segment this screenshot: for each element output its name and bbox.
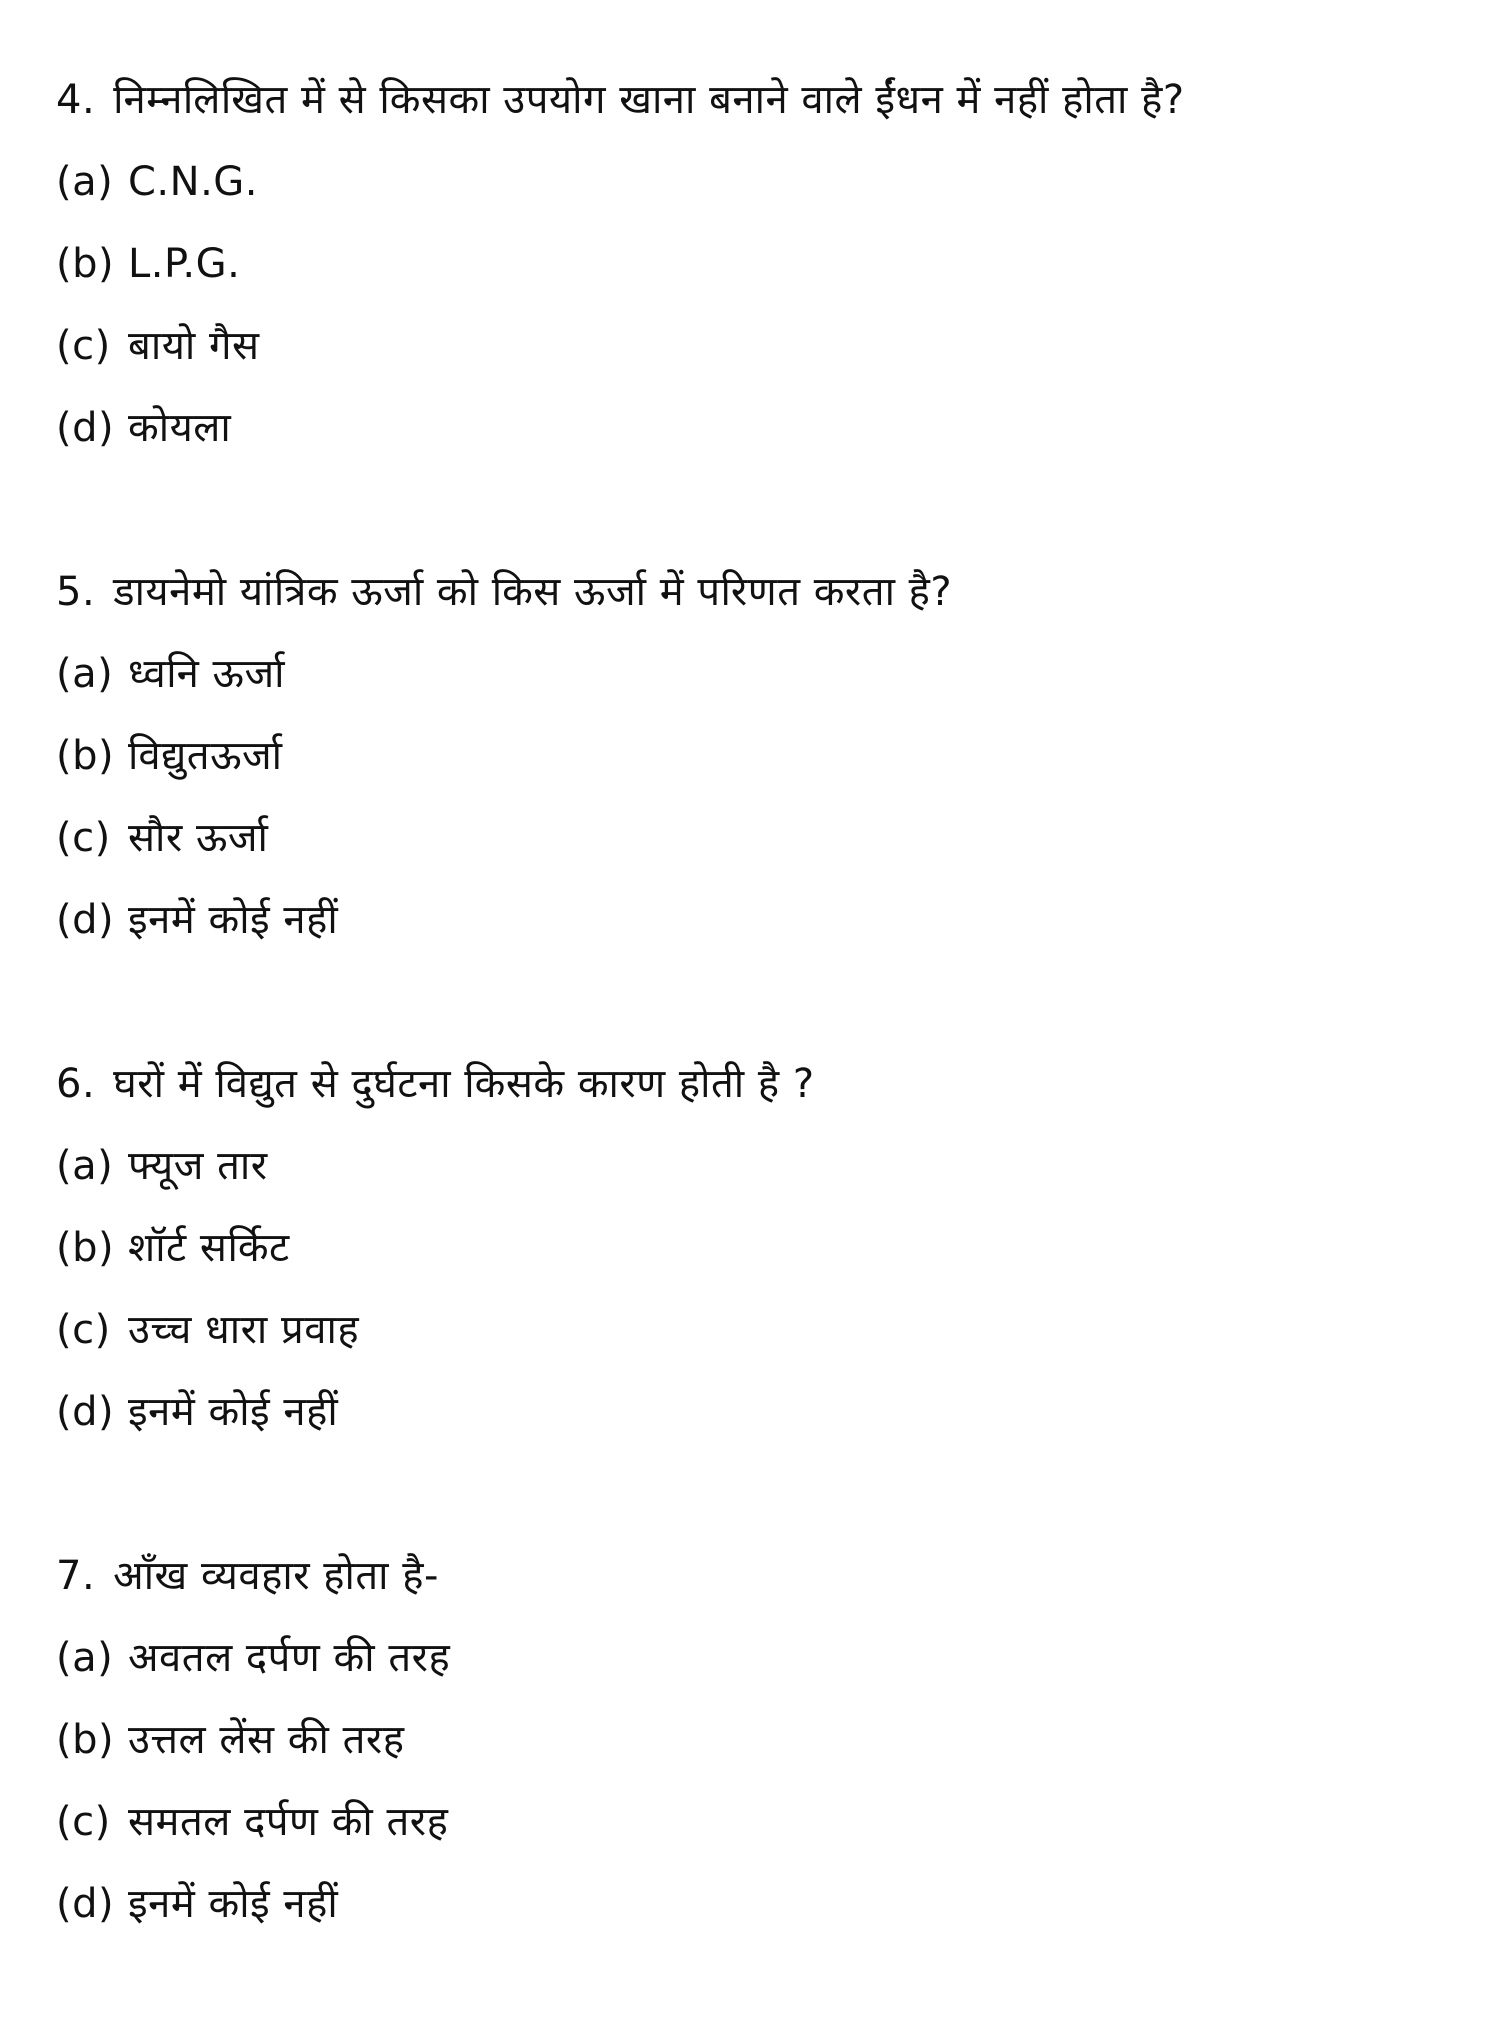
option-d [56,1382,338,1442]
question-line [56,1054,815,1114]
option-text: अवतल दर्पण की तरह [128,1635,451,1681]
question-number: 5. [56,569,96,615]
option-label: (b) [56,733,115,779]
option-label: (a) [56,1635,114,1681]
option-label: (b) [56,1717,115,1763]
option-label: (b) [56,241,115,287]
question-number: 7. [56,1553,96,1599]
option-text: विद्युतऊर्जा [128,733,283,779]
option-a [56,1136,268,1196]
option-text: समतल दर्पण की तरह [128,1799,449,1845]
option-c [56,316,260,376]
option-a [56,1628,450,1688]
option-a [56,644,285,704]
option-label: (d) [56,1881,115,1927]
question-text: आँख व्यवहार होता है- [113,1553,439,1599]
option-b [56,726,283,786]
option-text: उत्तल लेंस की तरह [128,1717,405,1763]
option-label: (d) [56,897,115,943]
option-d [56,890,338,950]
option-b [56,234,240,294]
option-text: सौर ऊर्जा [128,815,269,861]
option-text: इनमें कोई नहीं [128,1389,339,1435]
option-label: (d) [56,405,115,451]
option-label: (d) [56,1389,115,1435]
question-number: 4. [56,77,96,123]
option-label: (c) [56,323,111,369]
option-text: कोयला [128,405,232,451]
option-label: (a) [56,651,114,697]
option-b [56,1218,290,1278]
question-line [56,562,952,622]
option-text: इनमें कोई नहीं [128,897,339,943]
option-text: L.P.G. [128,241,241,287]
option-c [56,1300,359,1360]
option-text: इनमें कोई नहीं [128,1881,339,1927]
option-label: (b) [56,1225,115,1271]
option-label: (c) [56,1307,111,1353]
option-d [56,398,231,458]
option-c [56,1792,448,1852]
option-text: ध्वनि ऊर्जा [128,651,285,697]
option-text: उच्च धारा प्रवाह [128,1307,360,1353]
question-number: 6. [56,1061,96,1107]
option-text: C.N.G. [128,159,258,205]
option-label: (a) [56,1143,114,1189]
question-line [56,1546,439,1606]
question-line [56,70,1185,130]
question-text: घरों में विद्युत से दुर्घटना किसके कारण होती है ? [113,1061,815,1107]
option-label: (a) [56,159,114,205]
option-text: शॉर्ट सर्किट [128,1225,290,1271]
option-text: फ्यूज तार [128,1143,268,1189]
question-text: निम्नलिखित में से किसका उपयोग खाना बनाने वाले ईंधन में नहीं होता है? [113,77,1185,123]
option-text: बायो गैस [128,323,260,369]
option-a [56,152,258,212]
option-d [56,1874,338,1934]
option-c [56,808,268,868]
question-text: डायनेमो यांत्रिक ऊर्जा को किस ऊर्जा में परिणत करता है? [113,569,953,615]
option-label: (c) [56,1799,111,1845]
option-label: (c) [56,815,111,861]
option-b [56,1710,404,1770]
